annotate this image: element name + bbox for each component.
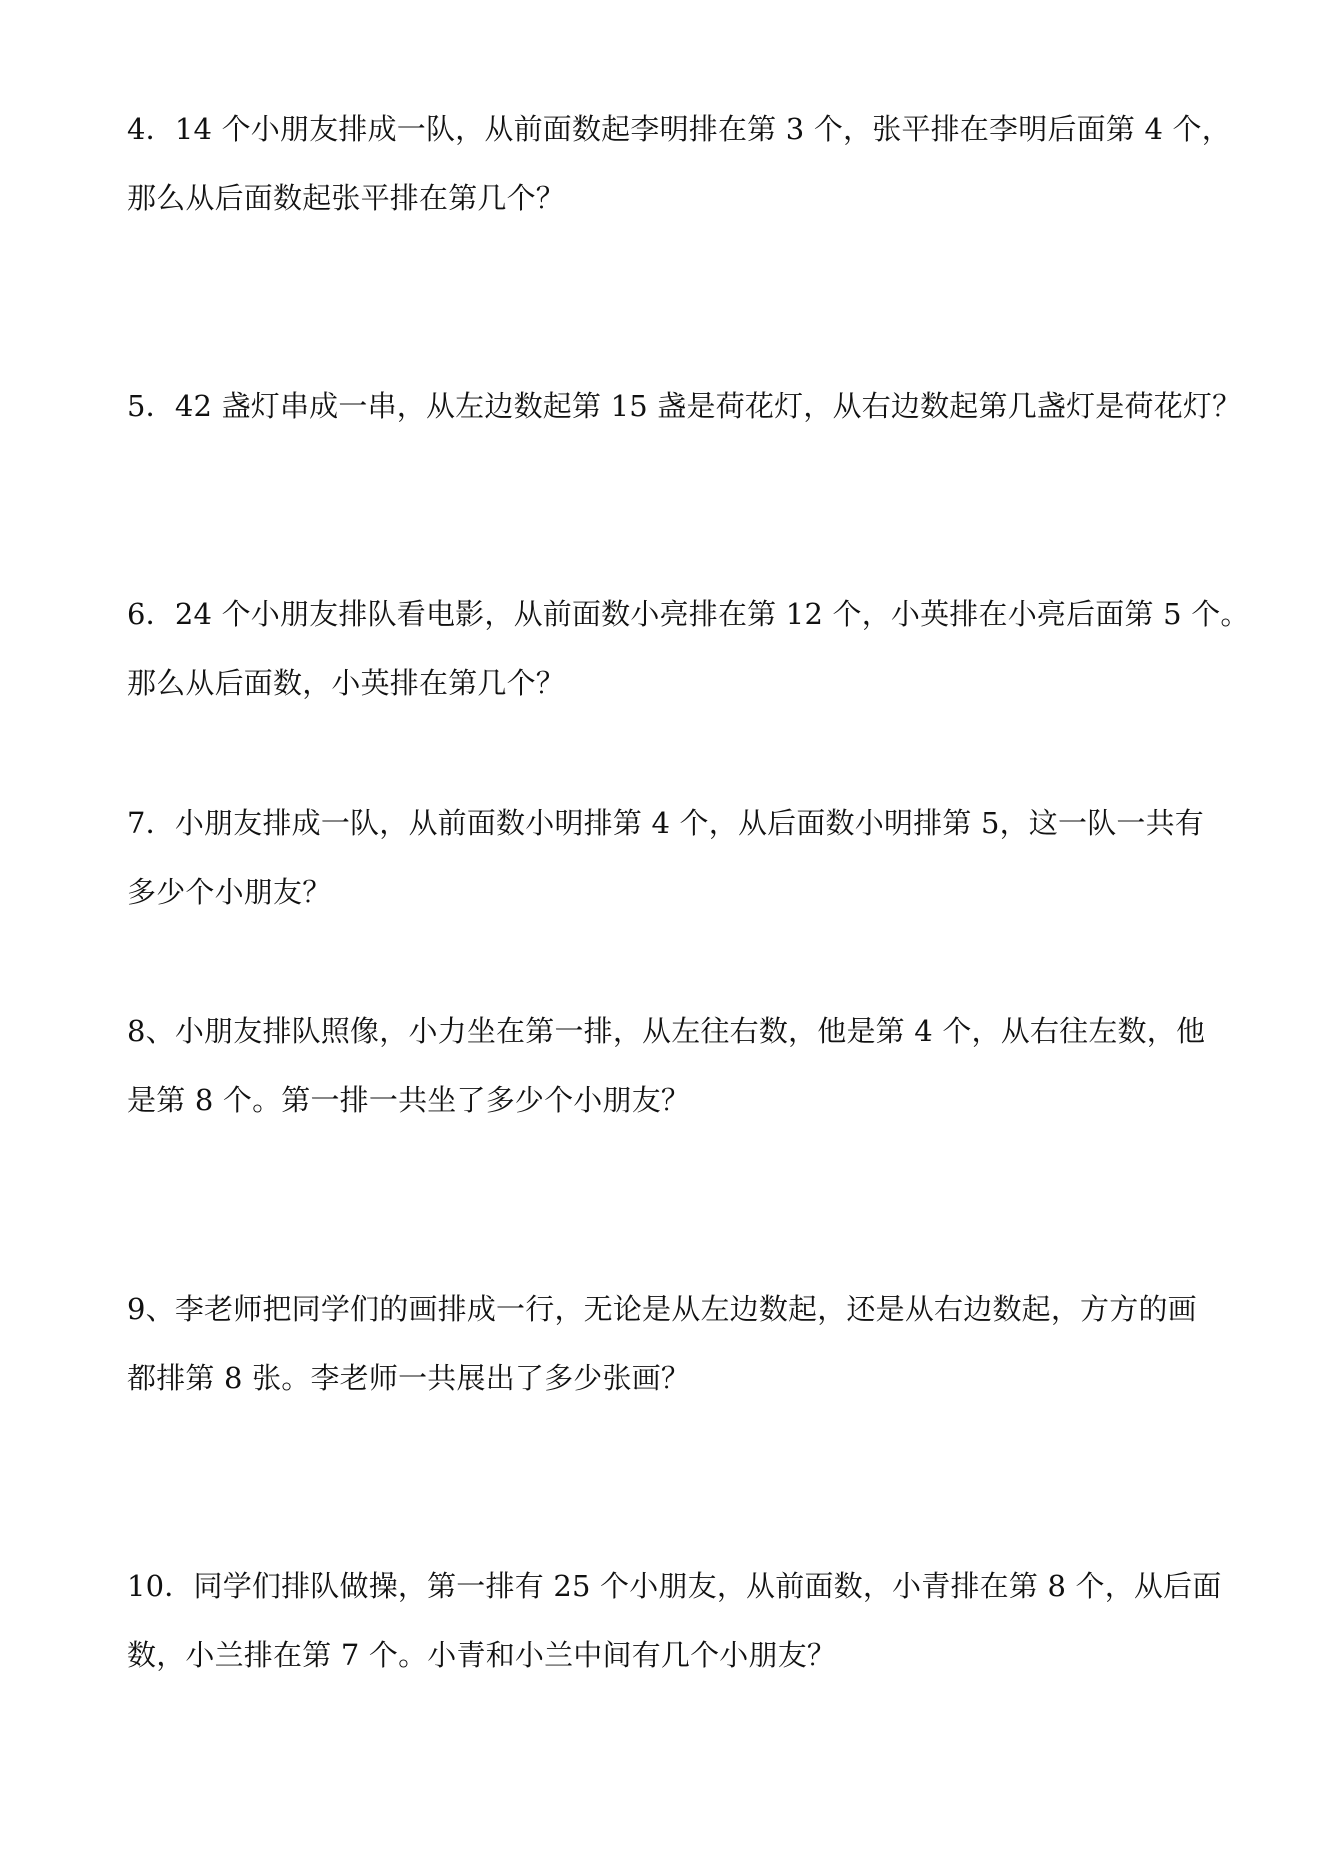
problem-9 (127, 1275, 1267, 1413)
problem-line: 数，小兰排在第 7 个。小青和小兰中间有几个小朋友？ (127, 1638, 837, 1672)
problem-line: 4．14 个小朋友排成一队，从前面数起李明排在第 3 个，张平排在李明后面第 4 个， (127, 112, 1231, 146)
problem-7 (127, 789, 1267, 927)
problem-line: 5．42 盏灯串成一串，从左边数起第 15 盏是荷花灯，从右边数起第几盏灯是荷花灯？ (127, 389, 1242, 423)
problem-line: 那么从后面数，小英排在第几个？ (127, 666, 566, 700)
problem-10 (127, 1552, 1267, 1690)
problem-line: 是第 8 个。第一排一共坐了多少个小朋友？ (127, 1083, 691, 1117)
problem-line: 那么从后面数起张平排在第几个？ (127, 181, 566, 215)
problem-4 (127, 95, 1267, 233)
problem-8 (127, 997, 1267, 1135)
problem-6 (127, 580, 1267, 718)
problem-line: 7．小朋友排成一队，从前面数小明排第 4 个，从后面数小明排第 5，这一队一共有 (127, 806, 1205, 840)
problem-line: 都排第 8 张。李老师一共展出了多少张画？ (127, 1361, 691, 1395)
problem-5 (127, 372, 1267, 441)
problem-line: 8、小朋友排队照像，小力坐在第一排，从左往右数，他是第 4 个，从右往左数，他 (127, 1014, 1206, 1048)
problem-line: 多少个小朋友？ (127, 875, 332, 909)
problem-line: 6．24 个小朋友排队看电影，从前面数小亮排在第 12 个，小英排在小亮后面第 5 个。 (127, 597, 1250, 631)
problem-line: 10．同学们排队做操，第一排有 25 个小朋友，从前面数，小青排在第 8 个，从后面 (127, 1569, 1222, 1603)
problem-line: 9、李老师把同学们的画排成一行，无论是从左边数起，还是从右边数起，方方的画 (127, 1292, 1197, 1326)
